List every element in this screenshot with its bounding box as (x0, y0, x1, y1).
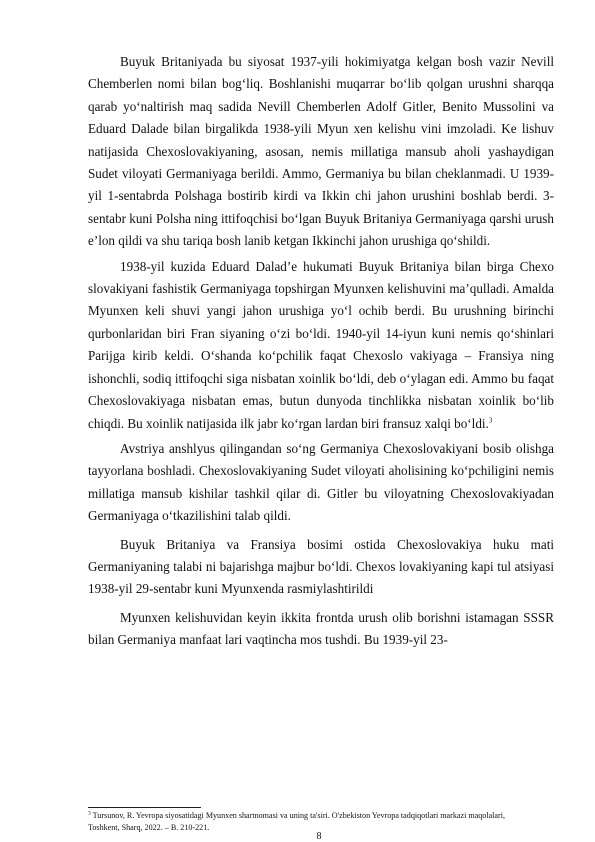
footnote-reference[interactable]: 3 (488, 416, 493, 425)
footnote-marker: 3 (88, 810, 91, 817)
paragraph-2 (88, 256, 554, 435)
paragraph-2-text: 1938-yil kuzida Eduard Dalad’e hukumati Buyuk Britaniya bilan birga Chexo slovakiyani fashistik Germaniyaga topshirgan Myunxen kelishuvini ma’qulladi. Amalda Myunxen keli shuvi yangi jahon urushiga yoʻl ochib berdi. Bu urushning birinchi qurbonlaridan biri Fran siyaning oʻzi boʻldi. 1940-yil 14-iyun kuni nemis qoʻshinlari Parijga kirib keldi. Oʻshanda koʻpchilik faqat Chexoslo vakiyaga – Fransiya ning ishonchli, sodiq ittifoqchi siga nisbatan xoinlik boʻldi, deb oʻylagan edi. Ammo bu faqat Chexoslovakiyaga nisbatan emas, butun dunyoda tinchlikka nisbatan xoinlik boʻlib chiqdi. Bu xoinlik natijasida ilk jabr koʻrgan lardan biri fransuz xalqi boʻldi. (88, 258, 554, 431)
footnote-separator (88, 807, 201, 808)
footnote (88, 810, 508, 833)
page-number: 8 (316, 831, 322, 842)
footnote-text: Tursunov, R. Yevropa siyosatidagi Myunxen shartnomasi va uning ta'siri. O'zbekiston Yevropa tadqiqotlari markazi maqolalari, Toshkent, Sharq, 2022. – B. 210-221. (88, 811, 505, 832)
paragraph-3: Avstriya anshlyus qilingandan soʻng Germaniya Chexoslovakiyani bosib olishga tayyorlana boshladi. Chexoslovakiyaning Sudet viloyati aholisining koʻpchiligini nemis millatiga mansub kishilar tashkil qilar di. Gitler bu viloyatning Chexoslovakiyadan Germaniyaga oʻtkazilishini talab qildi. (88, 440, 554, 524)
paragraph-1: Buyuk Britaniyada bu siyosat 1937-yili hokimiyatga kelgan bosh vazir Nevill Chemberlen nomi bilan bogʻliq. Boshlanishi muqarrar boʻlib qolgan urushni sharqqa qarab yoʻnaltirish maq sadida Nevill Chemberlen Adolf Gitler, Benito Mussolini va Eduard Dalade bilan birgalikda 1938-yili Myun xen kelishu vini imzoladi. Ke lishuv natijasida Chexoslovakiyaning, asosan, nemis millatiga mansub aholi yashaydigan Sudet viloyati Germaniyaga berildi. Ammo, Germaniya bu bilan cheklanmadi. U 1939-yil 1-sentabrda Polshaga bostirib kirdi va Ikkin chi jahon urushini boshlab berdi. 3-sentabr kuni Polsha ning ittifoqchisi boʻlgan Buyuk Britaniya Germaniyaga qarshi urush e’lon qildi va shu tariqa bosh lanib ketgan Ikkinchi jahon urushiga qoʻshildi. (88, 54, 554, 249)
paragraph-5: Myunxen kelishuvidan keyin ikkita frontda urush olib borishni istamagan SSSR bilan Germaniya manfaat lari vaqtincha mos tushdi. Bu 1939-yil 23- (88, 609, 554, 648)
body-text (88, 51, 554, 655)
paragraph-4: Buyuk Britaniya va Fransiya bosimi ostida Chexoslovakiya huku mati Germaniyaning talabi ni bajarishga majbur boʻldi. Chexos lovakiyaning kapi tul atsiyasi 1938-yil 29-sentabr kuni Myunxenda rasmiylashtirildi (88, 536, 554, 597)
